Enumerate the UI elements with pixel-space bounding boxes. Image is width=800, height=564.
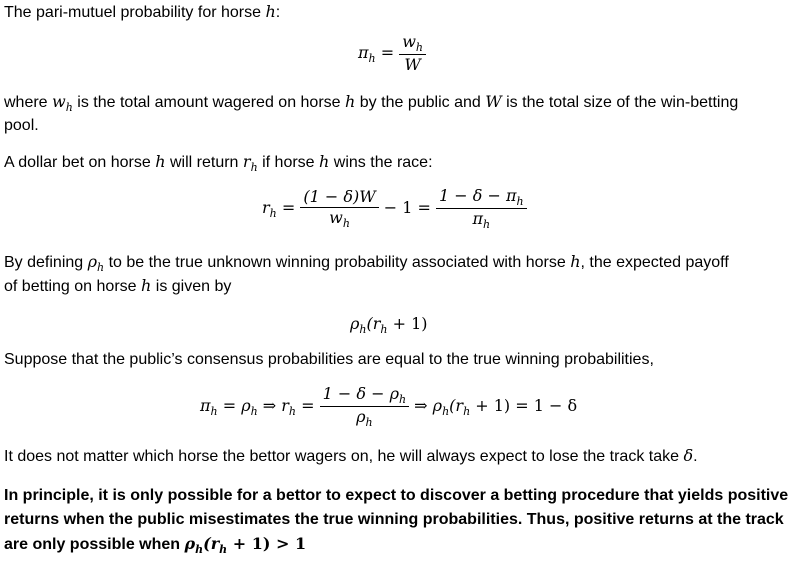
equation-expected-payoff <box>350 314 428 336</box>
if-horse-text: if horse <box>262 154 315 171</box>
subscript-h: h <box>250 161 258 174</box>
symbol-pi: π <box>472 209 484 228</box>
var-W: W <box>404 55 421 74</box>
fraction-w-over-W <box>399 32 426 75</box>
text-line-4 <box>4 152 433 174</box>
text-line-7 <box>4 350 654 370</box>
symbol-rho: ρ <box>241 396 251 415</box>
equals-sign: = <box>380 43 395 62</box>
fraction-payoff-2 <box>436 186 527 231</box>
of-betting-text: of betting on horse <box>4 278 137 295</box>
symbol-pi: π <box>200 396 211 415</box>
subscript-h: h <box>516 195 524 208</box>
symbol-rho: ρ <box>350 314 360 333</box>
subscript-h: h <box>463 405 471 418</box>
pool-text: pool. <box>4 117 39 134</box>
equals-one-minus-delta: + 1) = 1 − δ <box>470 396 578 415</box>
by-defining-text: By defining <box>4 254 84 271</box>
subscript-h: h <box>97 261 105 274</box>
numerator: (1 − δ)W <box>300 187 378 208</box>
var-r: r <box>242 152 251 171</box>
greater-than-one: + 1) > 1 <box>227 534 307 553</box>
equation-pi-h <box>358 32 426 75</box>
symbol-pi: π <box>358 43 369 62</box>
equals-sign: = <box>217 396 242 415</box>
text-line-5 <box>4 252 729 274</box>
symbol-rho: ρ <box>356 407 366 426</box>
var-w: w <box>329 208 343 227</box>
implies: ⇒ <box>414 396 433 415</box>
var-w: w <box>402 32 416 51</box>
wins-race-text: wins the race: <box>333 154 433 171</box>
var-w: w <box>52 92 66 111</box>
wagered-text: is the total amount wagered on horse <box>77 94 341 111</box>
bold-line-2 <box>4 510 784 530</box>
text-line-3 <box>4 116 39 136</box>
plus-one: + 1) <box>387 314 428 333</box>
subscript-h: h <box>210 405 218 418</box>
var-h: h <box>265 2 276 21</box>
symbol-rho: ρ <box>432 396 443 415</box>
var-h: h <box>570 252 581 271</box>
subscript-h: h <box>368 52 376 65</box>
pool-size-text: is the total size of the win-betting <box>506 94 739 111</box>
var-h: h <box>155 152 166 171</box>
public-text: by the public and <box>359 94 481 111</box>
text-line-8 <box>4 446 698 467</box>
subscript-h: h <box>250 405 258 418</box>
colon: : <box>275 4 281 21</box>
subscript-h: h <box>288 405 297 418</box>
text-line-6 <box>4 276 231 297</box>
only-possible-text: are only possible when <box>4 536 181 553</box>
var-h: h <box>319 152 330 171</box>
var-W: W <box>485 92 502 111</box>
period: . <box>693 448 698 465</box>
subscript-h: h <box>219 543 228 556</box>
open-paren-r: (r <box>366 314 381 333</box>
subscript-h: h <box>269 207 277 220</box>
implies: ⇒ <box>257 396 282 415</box>
subscript-h: h <box>195 543 204 556</box>
symbol-delta: δ <box>683 446 694 465</box>
subscript-h: h <box>442 405 450 418</box>
subscript-h: h <box>65 101 73 114</box>
subscript-h: h <box>415 41 423 54</box>
fraction-consensus <box>320 384 409 429</box>
subscript-h: h <box>365 416 373 429</box>
minus-one-equals: − 1 = <box>383 198 431 217</box>
in-principle-text: In principle, it is only possible for a bettor to expect to discover a betting procedure that yields positive <box>4 487 789 504</box>
symbol-rho: ρ <box>87 252 98 271</box>
true-prob-text: to be the true unknown winning probability associated with horse <box>108 254 566 271</box>
subscript-h: h <box>359 323 367 336</box>
given-by-text: is given by <box>155 278 232 295</box>
will-return-text: will return <box>169 154 239 171</box>
text-line-1 <box>4 2 280 23</box>
subscript-h: h <box>398 393 407 406</box>
bold-line-1 <box>4 486 788 506</box>
suppose-text: Suppose that the public’s consensus probabilities are equal to the true winning probabilities, <box>4 351 654 368</box>
fraction-payoff <box>300 187 378 230</box>
var-h: h <box>345 92 356 111</box>
subscript-h: h <box>380 323 388 336</box>
expected-payoff-text: , the expected payoff <box>580 254 729 271</box>
equals-sign: = <box>281 198 296 217</box>
equals-sign: = <box>301 396 315 415</box>
var-h: h <box>141 276 152 295</box>
returns-text: returns when the public misestimates the true winning probabilities. Thus, positive returns at the track <box>4 511 784 528</box>
bold-line-3 <box>4 534 306 556</box>
dollar-bet-text: A dollar bet on horse <box>4 154 151 171</box>
text-line-2 <box>4 92 738 114</box>
open-paren-r: (r <box>449 396 464 415</box>
numerator: 1 − δ − ρ <box>322 384 399 403</box>
where-text: where <box>4 94 48 111</box>
equation-consensus <box>200 384 577 429</box>
numerator: 1 − δ − π <box>439 186 517 205</box>
subscript-h: h <box>483 218 491 231</box>
pari-mutuel-intro: The pari-mutuel probability for horse <box>4 4 262 21</box>
open-paren-r: (r <box>203 534 220 553</box>
var-r: r <box>281 396 289 415</box>
track-take-text: It does not matter which horse the bettor wagers on, he will always expect to lose the track take <box>4 448 680 465</box>
symbol-rho: ρ <box>184 534 196 553</box>
subscript-h: h <box>342 217 350 230</box>
equation-r-h <box>262 186 527 231</box>
var-r: r <box>262 198 270 217</box>
